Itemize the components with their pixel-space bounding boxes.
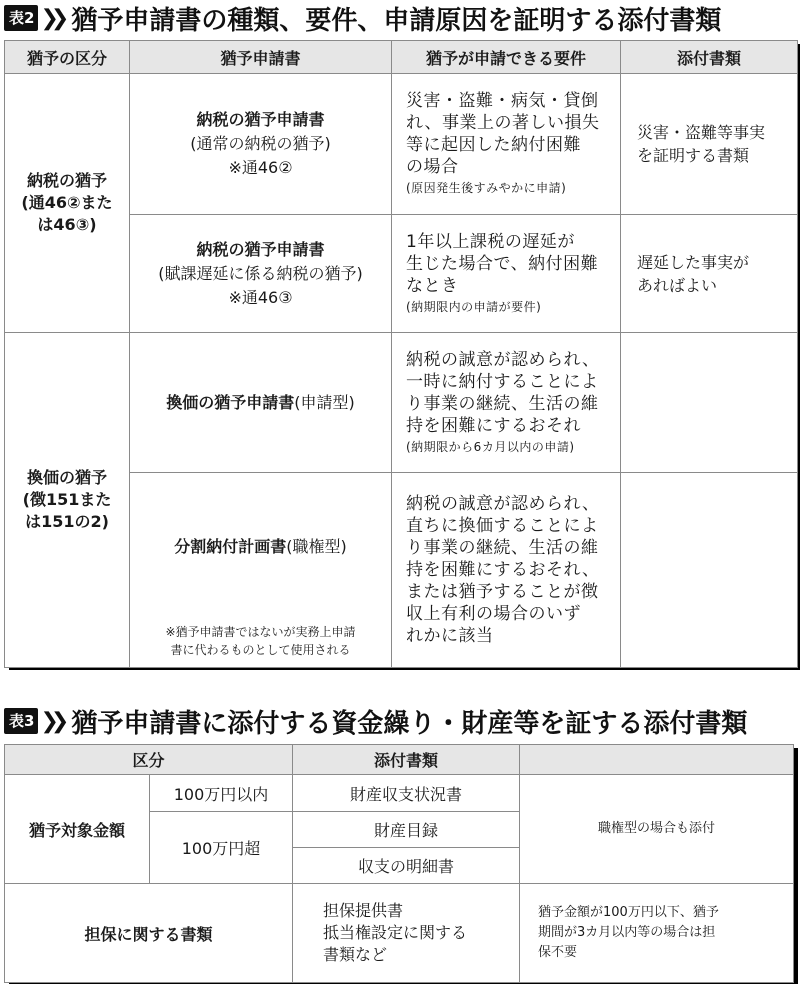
req-line: れ、事業上の著しい損失	[406, 113, 600, 133]
req-line: れかに該当	[406, 626, 494, 646]
req-line: 直ちに換価することによ	[406, 516, 599, 536]
table2-title-row	[4, 0, 721, 36]
form-sub: (賦課遅延に係る納税の猶予)	[158, 263, 363, 283]
category-line: (通46②また	[21, 193, 113, 212]
form-normal-deferral	[130, 74, 392, 215]
category-line: 換価の猶予	[26, 468, 107, 487]
attachment-assessment-delay	[621, 215, 798, 333]
requirement-normal-deferral	[392, 74, 621, 215]
form-note	[130, 623, 391, 659]
att-line: 災害・盗難等事実	[637, 123, 766, 142]
attachment-normal-deferral	[621, 74, 798, 215]
table3-title-row	[4, 703, 747, 739]
collateral-docs	[293, 884, 520, 983]
table2-header-attachment: 添付書類	[621, 41, 798, 74]
req-line: 災害・盗難・病気・貸倒	[406, 91, 599, 111]
under-1m-label: 100万円以内	[150, 775, 293, 812]
req-line: 1年以上課税の遅延が	[406, 231, 575, 252]
table2-header-requirement: 猶予が申請できる要件	[392, 41, 621, 74]
collateral-doc-line: 担保提供書	[323, 901, 404, 920]
category-line: は46③)	[37, 215, 97, 234]
form-conversion-application	[130, 333, 392, 473]
req-line: なとき	[406, 275, 459, 296]
table2-header-category: 猶予の区分	[5, 41, 130, 74]
req-line: り事業の継続、生活の維	[406, 538, 599, 558]
att-line: あればよい	[637, 275, 718, 295]
note-line: 猶予金額が100万円以下、猶予	[538, 905, 719, 920]
table2-title: 猶予申請書の種類、要件、申請原因を証明する添付書類	[71, 5, 722, 36]
doc-income-expense-detail: 収支の明細書	[293, 848, 520, 884]
note-line: 書に代わるものとして使用される	[170, 643, 351, 657]
table3-header-attachment: 添付書類	[293, 745, 520, 775]
req-note: (納期限から6カ月以内の申請)	[406, 439, 575, 454]
requirement-conversion-application	[392, 333, 621, 473]
req-note: (納期限内の申請が要件)	[406, 299, 542, 314]
collateral-doc-line: 書類など	[323, 945, 388, 964]
form-title: 分割納付計画書	[174, 537, 287, 556]
table3-header-category: 区分	[5, 745, 293, 775]
form-type: (職権型)	[286, 537, 347, 556]
requirement-assessment-delay	[392, 215, 621, 333]
req-line: り事業の継続、生活の維	[406, 393, 599, 414]
doc-financial-statement: 財産収支状況書	[293, 775, 520, 812]
req-line: 持を困難にするおそれ	[406, 415, 581, 436]
collateral-label: 担保に関する書類	[5, 884, 293, 983]
category-conversion-deferral	[5, 333, 130, 668]
table2-header-form: 猶予申請書	[130, 41, 392, 74]
table3	[4, 744, 794, 983]
category-line: は151の2)	[25, 512, 109, 531]
form-title: 納税の猶予申請書	[196, 110, 325, 129]
form-type: (申請型)	[294, 392, 355, 412]
table3-title: 猶予申請書に添付する資金繰り・財産等を証する添付書類	[71, 708, 748, 739]
req-line: 生じた場合で、納付困難	[406, 253, 599, 274]
req-line: 一時に納付することによ	[406, 371, 599, 392]
req-note: (原因発生後すみやかに申請)	[406, 181, 567, 195]
req-line: 等に起因した納付困難	[406, 135, 581, 155]
category-line: (徴151また	[22, 490, 112, 509]
note-line: 期間が3カ月以内等の場合は担	[538, 925, 716, 940]
category-payment-deferral	[5, 74, 130, 333]
req-line: 納税の誠意が認められ、	[406, 349, 600, 370]
att-line: を証明する書類	[637, 146, 750, 165]
table3-header-blank	[520, 745, 794, 775]
form-assessment-delay-deferral	[130, 215, 392, 333]
req-line: の場合	[406, 157, 459, 177]
chevron-right-icon: ❯❯	[40, 708, 62, 734]
chevron-right-icon: ❯❯	[40, 5, 62, 31]
attachment-conversion-application	[621, 333, 798, 473]
form-installment-plan	[130, 473, 392, 668]
doc-property-list: 財産目録	[293, 812, 520, 848]
form-title: 換価の猶予申請書	[166, 392, 295, 412]
collateral-doc-line: 抵当権設定に関する	[323, 923, 468, 942]
over-1m-label: 100万円超	[150, 812, 293, 884]
category-line: 納税の猶予	[26, 171, 107, 190]
table2-badge: 表2	[4, 5, 38, 31]
collateral-note	[520, 884, 794, 983]
att-line: 遅延した事実が	[637, 252, 750, 272]
table2	[4, 40, 798, 668]
requirement-installment-plan	[392, 473, 621, 668]
form-ref: ※通46②	[228, 158, 293, 177]
table3-badge: 表3	[4, 708, 38, 734]
attachment-installment-plan	[621, 473, 798, 668]
form-title: 納税の猶予申請書	[196, 239, 325, 259]
req-line: 納税の誠意が認められ、	[406, 494, 600, 514]
req-line: 持を困難にするおそれ、	[406, 560, 600, 580]
note-line: 保不要	[538, 945, 578, 960]
form-sub: (通常の納税の猶予)	[190, 134, 331, 153]
req-line: または猶予することが徴	[406, 582, 599, 602]
amount-label: 猶予対象金額	[5, 775, 150, 884]
form-ref: ※通46③	[228, 287, 293, 307]
doc-note: 職権型の場合も添付	[520, 775, 794, 884]
req-line: 収上有利の場合のいず	[406, 604, 581, 624]
note-line: ※猶予申請書ではないが実務上申請	[165, 625, 356, 639]
